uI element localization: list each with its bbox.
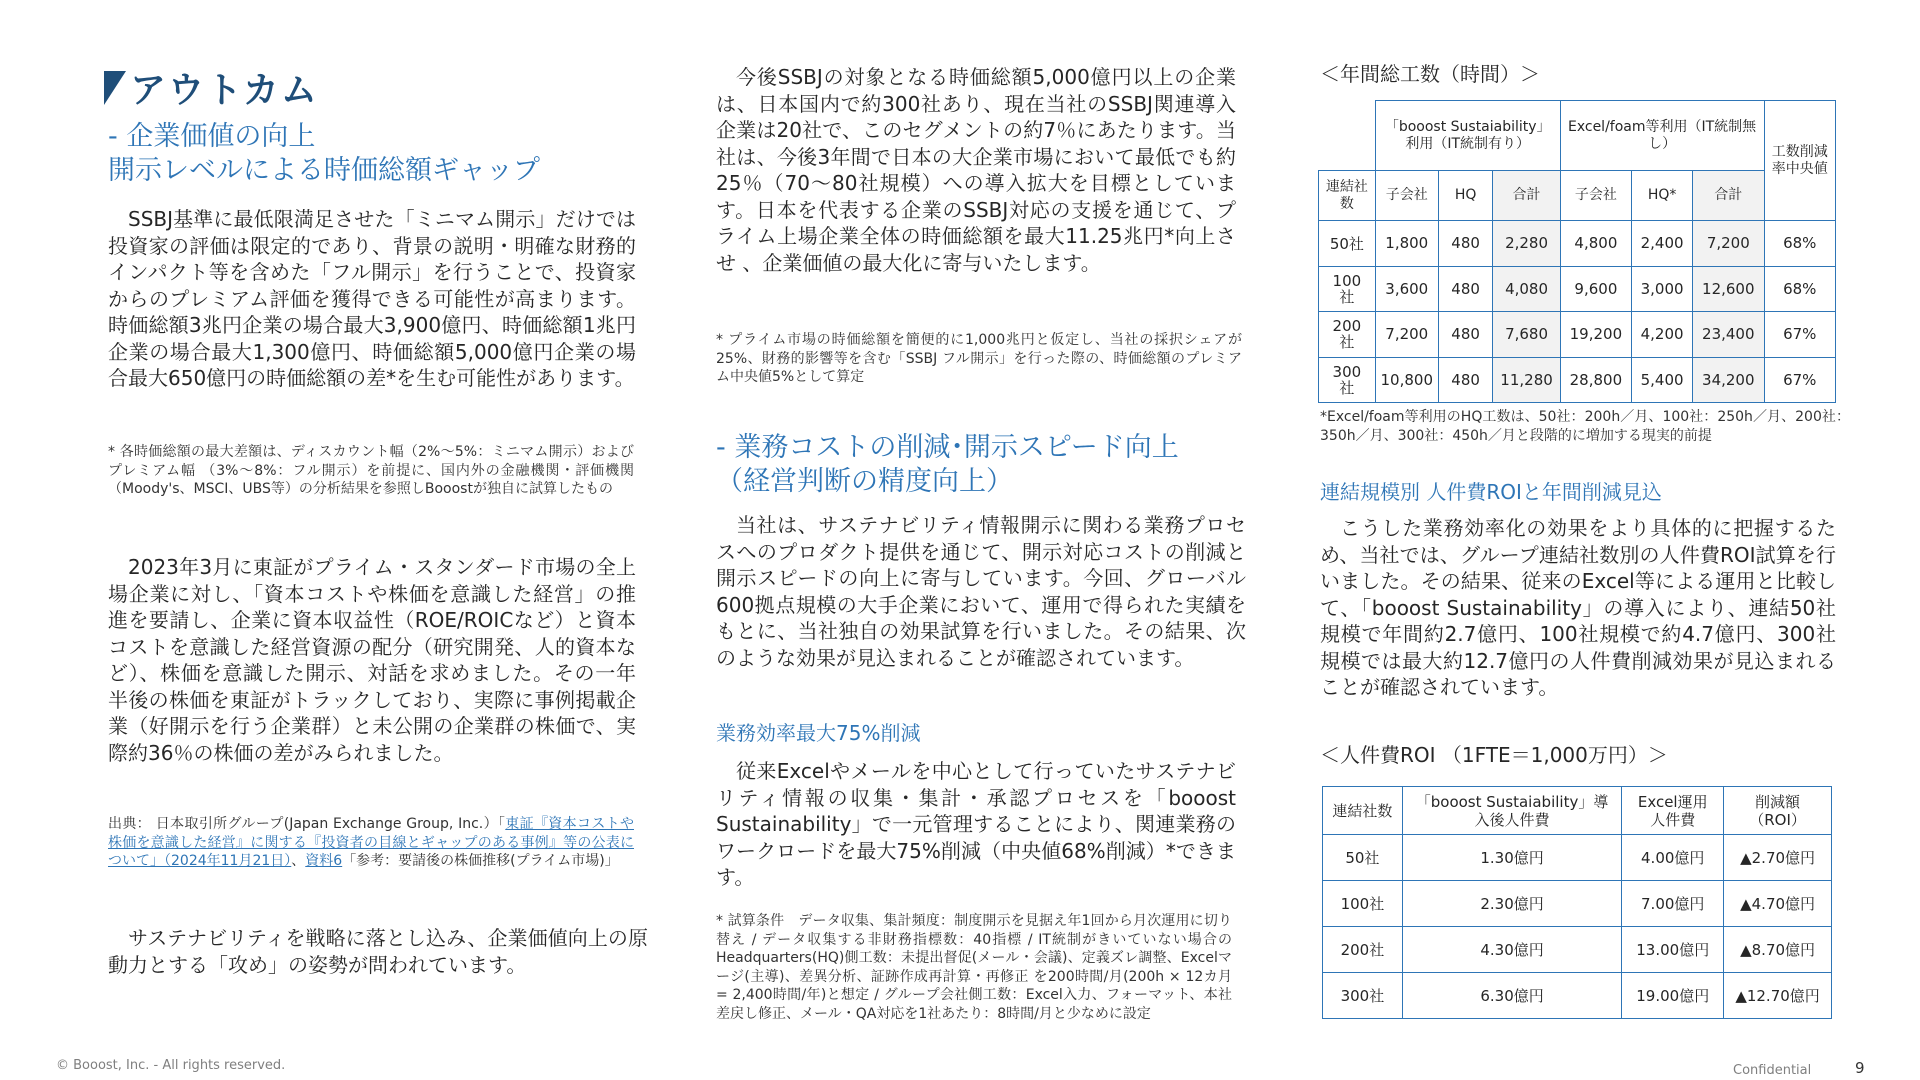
subheading-efficiency: 業務効率最大75%削減 [716,721,921,745]
row-label: 200社 [1323,927,1403,973]
table-cell: 4,200 [1632,312,1693,358]
header-hq: HQ* [1632,171,1693,221]
table-cell: 480 [1438,266,1493,312]
source-suffix: 「参考：要請後の株価推移(プライム市場)」 [342,853,619,869]
table-cell: 12,600 [1693,266,1764,312]
row-label: 50社 [1323,835,1403,881]
table-row [1323,881,1832,927]
footnote-hq-hours: *Excel/foam等利用のHQ工数は、50社：200h／月、100社：250h／月、200社：350h／月、300社：450h／月と段階的に増加する現実的前提 [1320,409,1850,444]
page-number: 9 [1855,1059,1865,1077]
table-cell: 1.30億円 [1402,835,1622,881]
table-cell: 10,800 [1375,357,1438,403]
paragraph-tse-request: 2023年3月に東証がプライム・スタンダード市場の全上場企業に対し、「資本コストや株価を意識した経営」の推進を要請し、企業に資本収益性（ROE/ROICなど）と資本コストを意識した経営資源の配分（研究開発、人的資本など）、株価を意識した開示、対話を求めました。その一年半後の株価を東証がトラックしており、実際に事例掲載企業（好開示を行う企業群）と未公開の企業群の株価で、実際約36％の株価の差がみられました。 [108,555,636,765]
table-cell: 19,200 [1560,312,1631,358]
header-excel-cost: Excel運用人件費 [1622,787,1724,835]
header-roi: 削減額（ROI） [1724,787,1832,835]
table-cell: 11,280 [1493,357,1560,403]
table-cell: 5,400 [1632,357,1693,403]
section-heading-cost-reduction [716,431,1256,499]
header-companies: 連結社数 [1323,787,1403,835]
table-cell: 23,400 [1693,312,1764,358]
table-cell: 1,800 [1375,221,1438,267]
table-cell: 480 [1438,312,1493,358]
paragraph-ssbj-target: 今後SSBJの対象となる時価総額5,000億円以上の企業は、日本国内で約300社あり、現在当社のSSBJ関連導入企業は20社で、このセグメントの約7％にあたります。当社は、今後3年間で日本の大企業市場において最低でも約25％（70～80社規模）への導入拡大を目標としています。日本を代表する企業のSSBJ対応の支援を通じて、プライム上場企業全体の時価総額を最大11.25兆円*向上させ 、企業価値の最大化に寄与いたします。 [716,65,1236,275]
section-heading-enterprise-value [108,120,668,188]
table-cell: 28,800 [1560,357,1631,403]
page-title [104,62,319,113]
source-separator: 、 [291,853,306,869]
table-cell: 480 [1438,221,1493,267]
header-excel-group: Excel/foam等利用（IT統制無し） [1560,101,1764,171]
table-cell: 68% [1764,266,1835,312]
section-heading-roi: 連結規模別 人件費ROIと年間削減見込 [1320,480,1662,504]
row-label: 300社 [1319,357,1376,403]
table-cell: 4.30億円 [1402,927,1622,973]
table-cell: 2,280 [1493,221,1560,267]
paragraph-minimum-disclosure: SSBJ基準に最低限満足させた「ミニマム開示」だけでは投資家の評価は限定的であり、背景の説明・明確な財務的インパクト等を含めた「フル開示」を行うことで、投資家からのプレミアム評価を獲得できる可能性が高まります。時価総額3兆円企業の場合最大3,900億円、時価総額1兆円企業の場合最大1,300億円、時価総額5,000億円企業の場合最大650億円の時価総額の差*を生む可能性があります。 [108,207,636,390]
table-row [1319,357,1836,403]
table-cell: ▲2.70億円 [1724,835,1832,881]
header-booost-group: 「booost Sustaiability」利用（IT統制有り） [1375,101,1560,171]
table-row [1323,973,1832,1019]
row-label: 300社 [1323,973,1403,1019]
footnote-prime-market: * プライム市場の時価総額を簡便的に1,000兆円と仮定し、当社の採択シェアが25%、財務的影響等を含む「SSBJ フル開示」を行った際の、時価総額のプレミアム中央値5%として算定 [716,332,1242,385]
table-row [1319,221,1836,267]
paragraph-roi: こうした業務効率化の効果をより具体的に把握するため、当社では、グループ連結社数別の人件費ROI試算を行いました。その結果、従来のExcel等による運用と比較して、「booost Sustainability」の導入により、連結50社規模で年間約2.7億円、100社規模で約4.7億円、300社規模では最大約12.7億円の人件費削減効果が見込まれることが確認されています。 [1320,516,1836,699]
source-citation [108,815,634,871]
table-cell: ▲4.70億円 [1724,881,1832,927]
table-cell: 3,600 [1375,266,1438,312]
row-label: 50社 [1319,221,1376,267]
table-cell: 480 [1438,357,1493,403]
row-label: 100社 [1319,266,1376,312]
footer-copyright: © Booost, Inc. - All rights reserved. [56,1058,286,1073]
footer-confidential: Confidential [1733,1063,1812,1078]
header-companies: 連結社数 [1319,171,1376,221]
table-cell: 7,200 [1693,221,1764,267]
header-sub: 子会社 [1375,171,1438,221]
table-corner [1319,101,1376,171]
table-cell: 19.00億円 [1622,973,1724,1019]
table-cell: 7,200 [1375,312,1438,358]
table-row [1323,927,1832,973]
table-row [1319,312,1836,358]
table-cell: 6.30億円 [1402,973,1622,1019]
footnote-market-cap: * 各時価総額の最大差額は、ディスカウント幅（2%～5%：ミニマム開示）およびプレミアム幅 （3%～8%：フル開示）を前提に、国内外の金融機関・評価機関（Moody's、MSCI、UBS等）の分析結果を参照しBooostが独自に試算したもの [108,444,634,497]
table-cell: 68% [1764,221,1835,267]
source-link-material6[interactable]: 資料6 [305,853,343,869]
paragraph-offensive-stance: サステナビリティを戦略に落とし込み、企業価値向上の原動力とする「攻め」の姿勢が問われています。 [108,926,648,977]
table-cell: 13.00億円 [1622,927,1724,973]
header-total: 合計 [1493,171,1560,221]
heading-line-1: - 業務コストの削減･開示スピード向上 [716,432,1179,463]
footnote-calc-conditions: * 試算条件 データ収集、集計頻度：制度開示を見据え年1回から月次運用に切り替え / データ収集する非財務指標数：40指標 / IT統制がきいていない場合のHeadquarters(HQ)側工数：未提出督促(メール・会議)、定義ズレ調整、Excelマージ(主導)、差異分析、証跡作成再計算・再修正 を200時間/月(200h × 12カ月 = 2,400時間/年)と想定 / グループ会社側工数：Excel入力、フォーマット、本社差戻し修正、メール・QA対応を1社あたり：8時間/月と少なめに設定 [716,913,1232,1022]
paragraph-workload-reduction: 従来Excelやメールを中心として行っていたサステナビリティ情報の収集・集計・承認プロセスを「booost Sustainability」で一元管理することにより、関連業務のワークロードを最大75%削減（中央値68%削減）*できます。 [716,759,1236,889]
table-cell: 9,600 [1560,266,1631,312]
workhours-table [1318,100,1836,403]
table-cell: 3,000 [1632,266,1693,312]
header-booost-cost: 「booost Sustaiability」導入後人件費 [1402,787,1622,835]
table-cell: 34,200 [1693,357,1764,403]
heading-line-2: （経営判断の精度向上） [716,466,1013,497]
header-total: 合計 [1693,171,1764,221]
table-cell: 2,400 [1632,221,1693,267]
table-cell: ▲12.70億円 [1724,973,1832,1019]
row-label: 100社 [1323,881,1403,927]
paragraph-business-process: 当社は、サステナビリティ情報開示に関わる業務プロセスへのプロダクト提供を通じて、開示対応コストの削減と開示スピードの向上に寄与しています。今回、グローバル600拠点規模の大手企業において、運用で得られた実績をもとに、当社独自の効果試算を行いました。その結果、次のような効果が見込まれることが確認されています。 [716,513,1246,670]
table-row [1323,835,1832,881]
header-sub: 子会社 [1560,171,1631,221]
table-title-roi: ＜人件費ROI （1FTE＝1,000万円）＞ [1320,743,1668,767]
page-title-text: アウトカム [130,70,319,111]
table-cell: 7,680 [1493,312,1560,358]
heading-line-2: 開示レベルによる時価総額ギャップ [108,155,540,186]
source-link-tse[interactable]: 東証『資本コストや株価を意識した経営』に関する『投資者の目線とギャップのある事例』等の公表について」（2024年11月21日） [108,816,634,869]
heading-line-1: - 企業価値の向上 [108,121,316,152]
table-cell: 2.30億円 [1402,881,1622,927]
table-cell: 67% [1764,312,1835,358]
header-reduction-rate: 工数削減率中央値 [1764,101,1835,221]
header-hq: HQ [1438,171,1493,221]
row-label: 200社 [1319,312,1376,358]
table-cell: 4,080 [1493,266,1560,312]
table-cell: ▲8.70億円 [1724,927,1832,973]
table-cell: 7.00億円 [1622,881,1724,927]
table-row [1319,266,1836,312]
table-cell: 4,800 [1560,221,1631,267]
title-triangle-icon [104,71,126,105]
source-prefix: 出典： 日本取引所グループ(Japan Exchange Group, Inc.）「 [108,816,506,832]
roi-table [1322,786,1832,1019]
table-title-workhours: ＜年間総工数（時間）＞ [1320,62,1540,86]
table-cell: 4.00億円 [1622,835,1724,881]
table-cell: 67% [1764,357,1835,403]
